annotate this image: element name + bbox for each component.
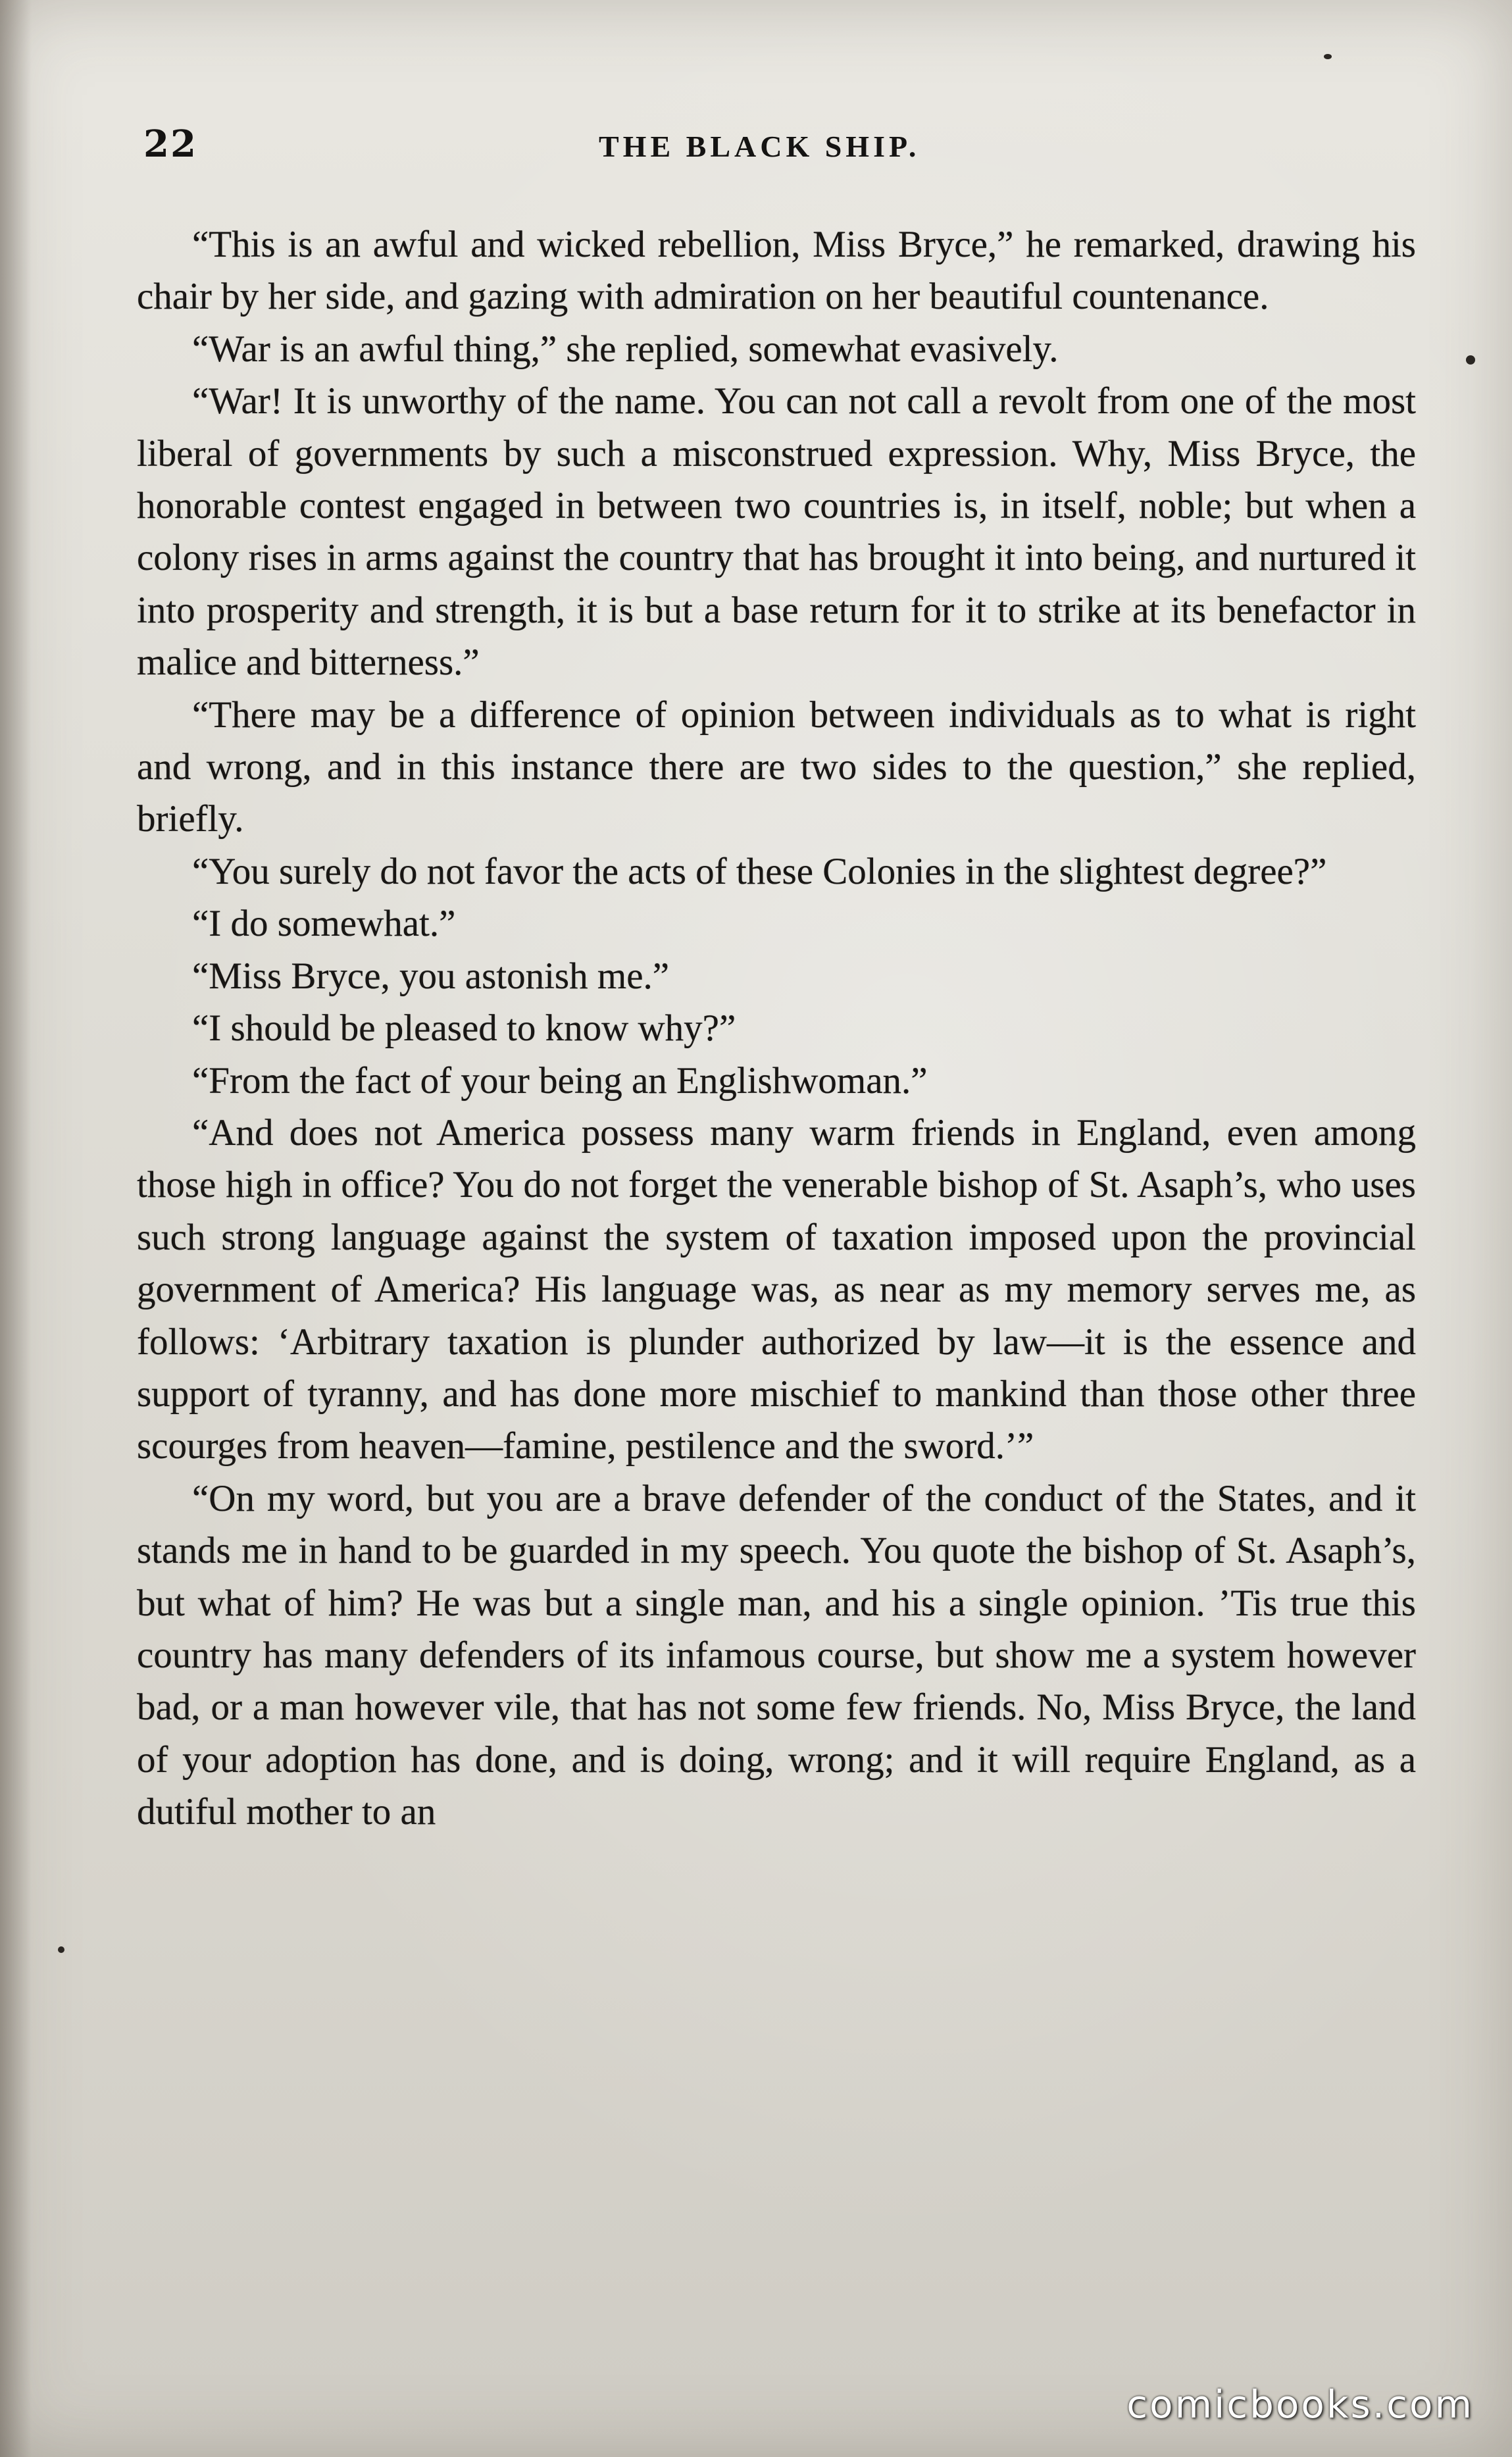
paragraph: “I should be pleased to know why?”: [192, 1007, 736, 1050]
running-title: THE BLACK SHIP.: [599, 130, 920, 163]
page-gutter-shadow: [0, 0, 32, 2457]
paragraph: “War is an awful thing,” she replied, somewhat evasively.: [192, 328, 1059, 370]
paragraph: “There may be a difference of opinion between individuals as to what is right and wrong, and in this instance there are two sides to the question,” she replied, briefly.: [137, 694, 1416, 840]
ink-speck: [1324, 54, 1332, 59]
paragraph: “Miss Bryce, you astonish me.”: [192, 955, 670, 997]
ink-speck: [1466, 355, 1475, 365]
watermark: comicbooks.com: [1126, 2382, 1474, 2427]
ink-speck: [58, 1946, 64, 1953]
paragraph: “And does not America possess many warm friends in England, even among those high in office? You do not forget the venerable bishop of St. Asaph’s, who uses such strong language against the system of taxation imposed upon the provincial government of America? His language was, as near as my memory serves me, as follows: ‘Arbitrary taxation is plunder authorized by law—it is the essence and support of tyranny, and has done more mischief to mankind than those other three scourges from heaven—famine, pestilence and the sword.’”: [137, 1111, 1416, 1467]
paragraph: “You surely do not favor the acts of these Colonies in the slightest degree?”: [192, 850, 1327, 892]
page-number: 22: [143, 122, 197, 166]
body-text: [137, 218, 1416, 1838]
paragraph: “From the fact of your being an Englishwoman.”: [192, 1059, 928, 1102]
paragraph: “War! It is unworthy of the name. You can not call a revolt from one of the most liberal of governments by such a misconstrued expression. Why, Miss Bryce, the honorable contest engaged in between two countries is, in itself, noble; but when a colony rises in arms against the country that has brought it into being, and nurtured it into prosperity and strength, it is but a base return for it to strike at its benefactor in malice and bitterness.”: [137, 380, 1416, 684]
paragraph: “On my word, but you are a brave defender of the conduct of the States, and it stands me in hand to be guarded in my speech. You quote the bishop of St. Asaph’s, but what of him? He was but a single man, and his a single opinion. ’Tis true this country has many defenders of its infamous course, but show me a system however bad, or a man however vile, that has not some few friends. No, Miss Bryce, the land of your adoption has done, and is doing, wrong; and it will require England, as a dutiful mother to an: [137, 1477, 1416, 1833]
paragraph: “I do somewhat.”: [192, 903, 456, 945]
paragraph: “This is an awful and wicked rebellion, Miss Bryce,” he remarked, drawing his chair by her side, and gazing with admiration on her beautiful countenance.: [137, 224, 1416, 318]
